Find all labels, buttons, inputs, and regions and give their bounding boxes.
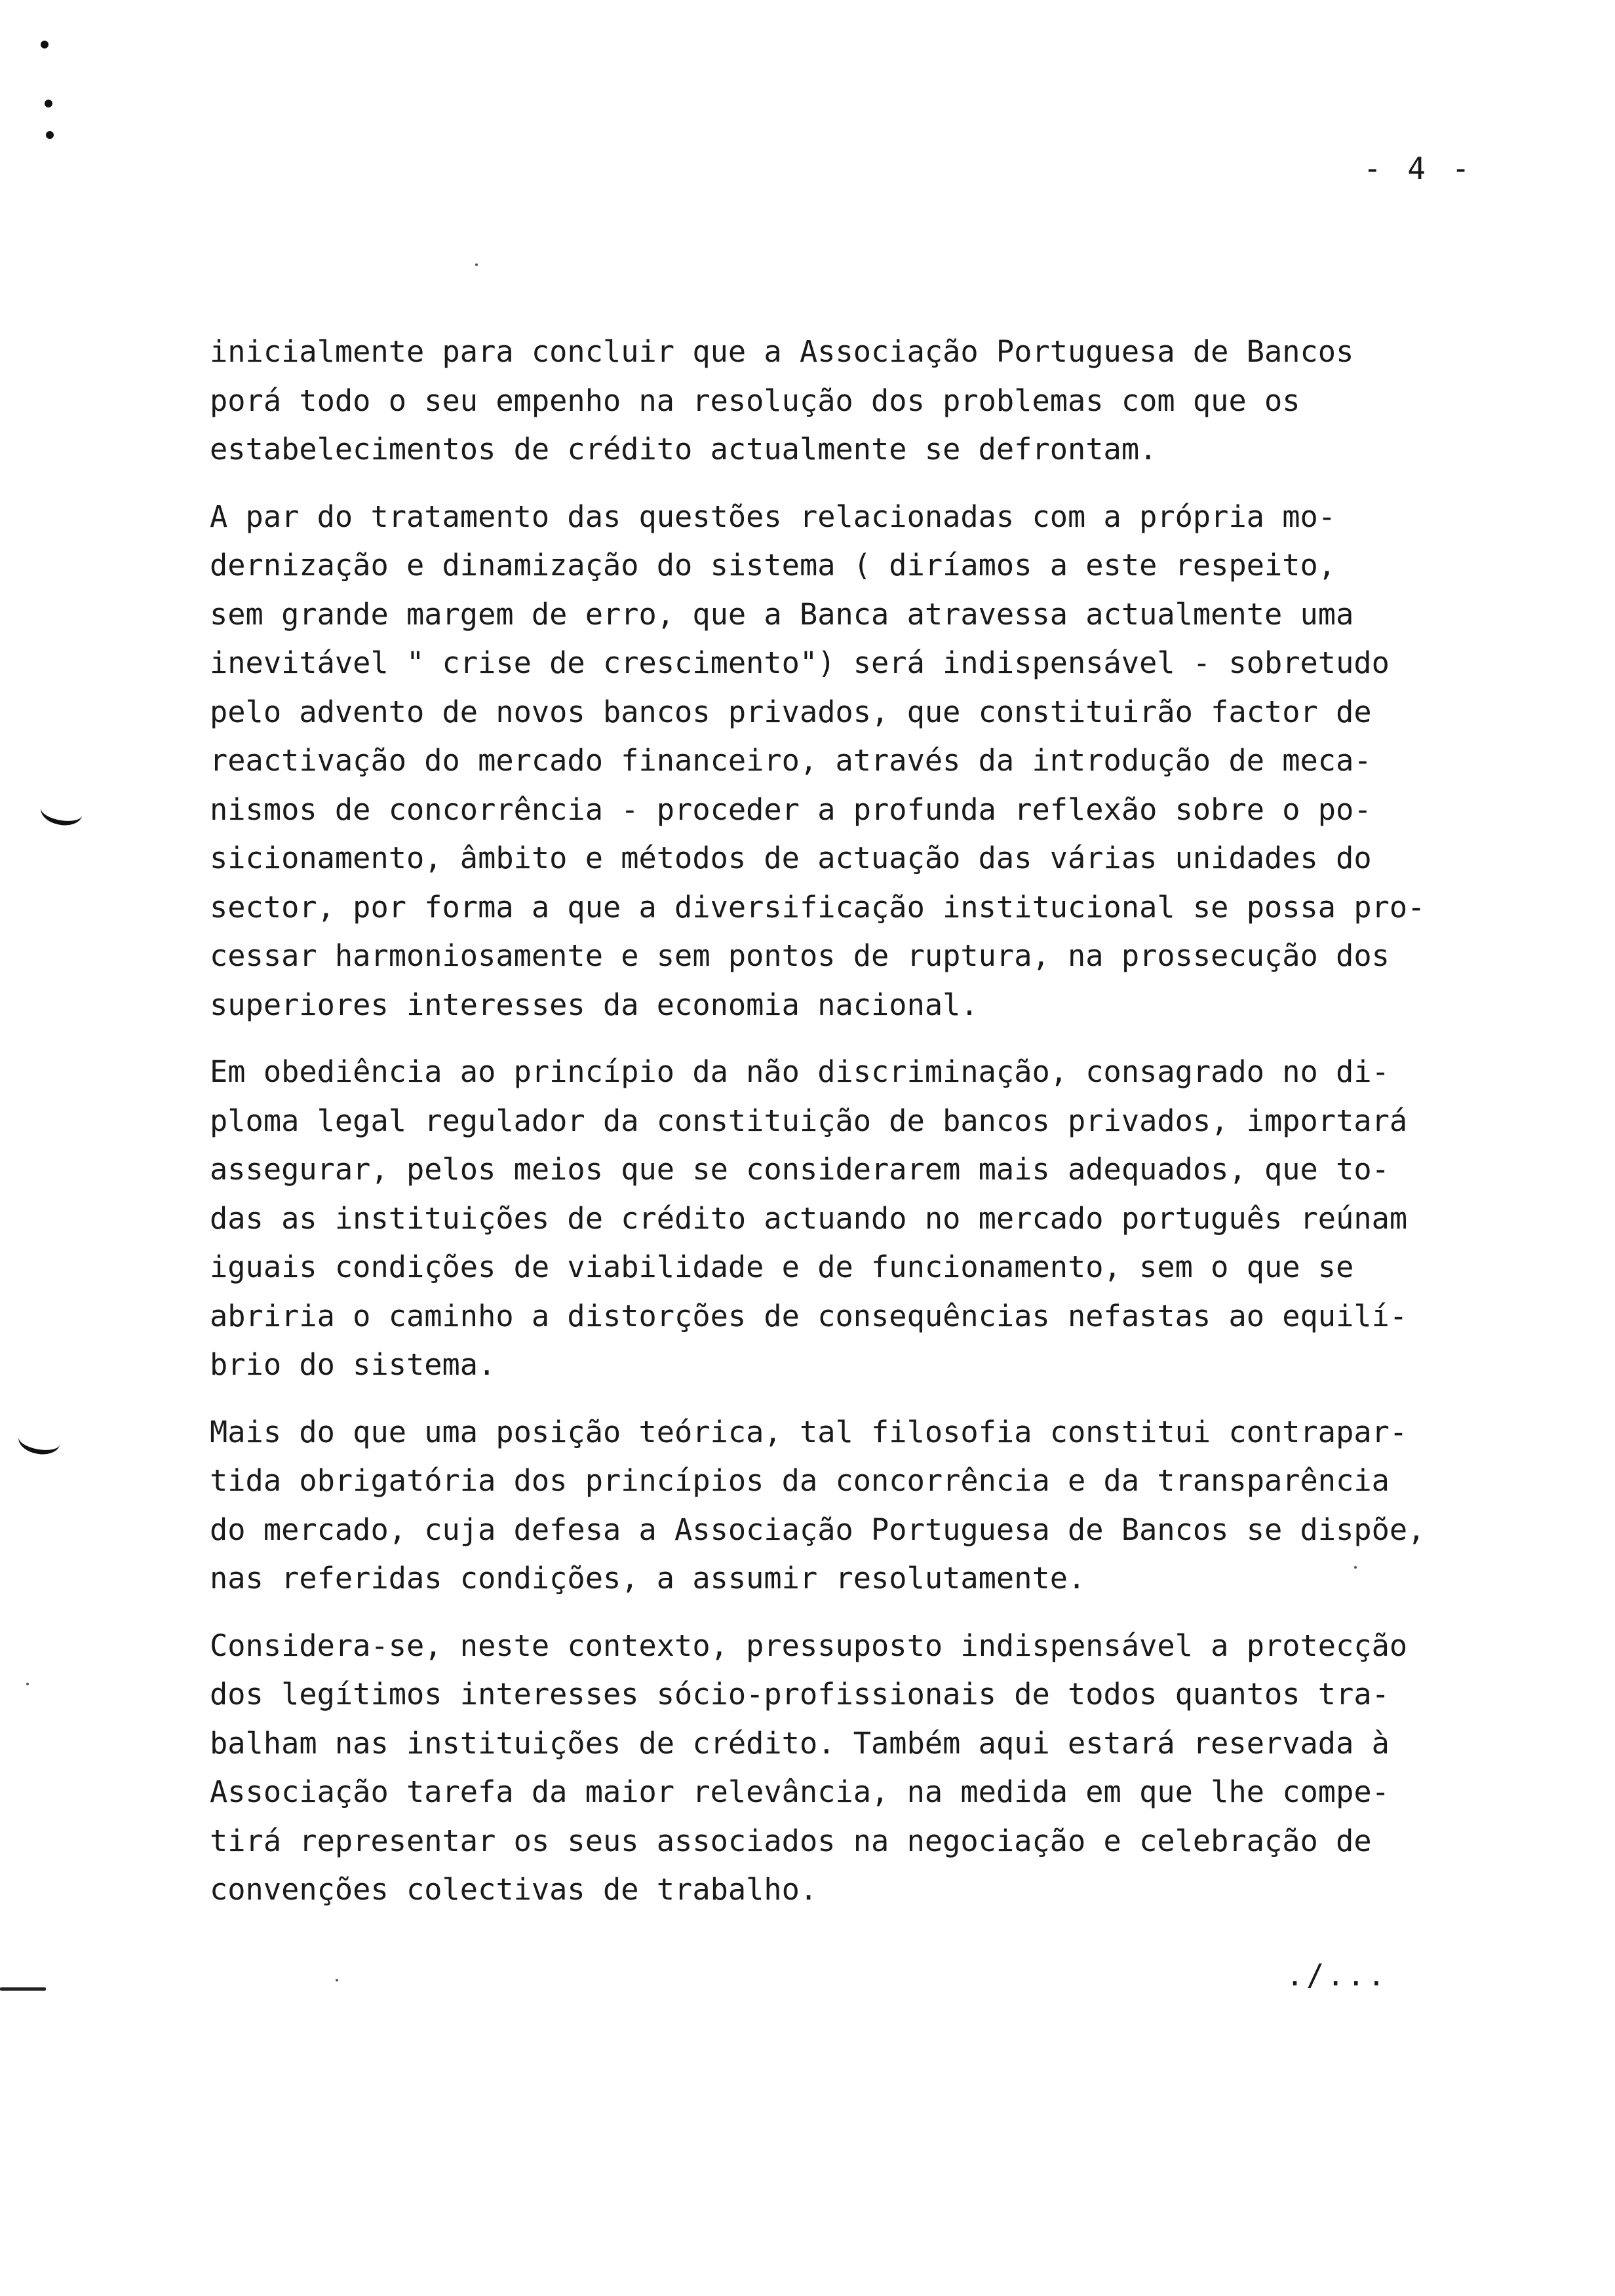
text-line: nas referidas condições, a assumir resolutamente.: [210, 1561, 1086, 1596]
text-line: dernização e dinamização do sistema ( diríamos a este respeito,: [210, 548, 1336, 583]
text-line: iguais condições de viabilidade e de funcionamento, sem o que se: [210, 1250, 1354, 1284]
continuation-mark: ./...: [1286, 1958, 1388, 1993]
document-body: [210, 328, 1560, 1933]
text-line: balham nas instituições de crédito. Também aqui estará reservada à: [210, 1725, 1390, 1761]
binder-hole-mark: [45, 100, 52, 107]
scan-artifact-mark: [26, 1683, 29, 1685]
paragraph: [210, 1048, 1560, 1390]
text-line: dos legítimos interesses sócio-profissionais de todos quantos tra-: [210, 1677, 1390, 1712]
text-line: inevitável " crise de crescimento") será indispensável - sobretudo: [210, 645, 1390, 680]
text-line: superiores interesses da economia nacional.: [210, 987, 979, 1022]
text-line: nismos de concorrência - proceder a profunda reflexão sobre o po-: [210, 792, 1372, 827]
paragraph: [210, 328, 1560, 474]
text-line: ploma legal regulador da constituição de bancos privados, importará: [210, 1103, 1408, 1138]
paragraph: [210, 1408, 1560, 1603]
text-line: A par do tratamento das questões relacionadas com a própria mo-: [210, 499, 1336, 534]
binder-hole-mark: [46, 131, 54, 139]
text-line: Associação tarefa da maior relevância, na medida em que lhe compe-: [210, 1774, 1390, 1809]
text-line: inicialmente para concluir que a Associação Portuguesa de Bancos: [210, 334, 1354, 369]
text-line: pelo advento de novos bancos privados, que constituirão factor de: [210, 694, 1372, 729]
text-line: sicionamento, âmbito e métodos de actuação das várias unidades do: [210, 841, 1372, 875]
page-number: - 4 -: [1363, 151, 1474, 186]
text-line: convenções colectivas de trabalho.: [210, 1872, 818, 1907]
scan-artifact-mark: [0, 1987, 46, 1991]
text-line: Mais do que uma posição teórica, tal filosofia constitui contrapar-: [210, 1414, 1408, 1449]
text-line: estabelecimentos de crédito actualmente se defrontam.: [210, 432, 1158, 467]
paragraph: [210, 1622, 1560, 1915]
text-line: tida obrigatória dos princípios da concorrência e da transparência: [210, 1463, 1390, 1498]
scan-artifact-mark: [475, 263, 478, 266]
scan-artifact-mark: [336, 1979, 338, 1981]
text-line: Considera-se, neste contexto, pressuposto indispensável a protecção: [210, 1628, 1408, 1663]
text-line: abriria o caminho a distorções de consequências nefastas ao equilí-: [210, 1298, 1408, 1333]
text-line: reactivação do mercado financeiro, através da introdução de meca-: [210, 743, 1372, 778]
text-line: sem grande margem de erro, que a Banca atravessa actualmente uma: [210, 596, 1354, 632]
staple-mark: [16, 1424, 62, 1457]
text-line: das as instituições de crédito actuando no mercado português reúnam: [210, 1200, 1408, 1236]
paragraph: [210, 493, 1560, 1030]
text-line: sector, por forma a que a diversificação institucional se possa pro-: [210, 889, 1426, 925]
text-line: tirá representar os seus associados na negociação e celebração de: [210, 1823, 1372, 1858]
binder-hole-mark: [41, 41, 49, 48]
text-line: brio do sistema.: [210, 1347, 496, 1382]
text-line: cessar harmoniosamente e sem pontos de ruptura, na prossecução dos: [210, 938, 1390, 973]
text-line: do mercado, cuja defesa a Associação Portuguesa de Bancos se dispõe,: [210, 1512, 1426, 1547]
text-line: porá todo o seu empenho na resolução dos problemas com que os: [210, 383, 1300, 418]
text-line: Em obediência ao princípio da não discriminação, consagrado no di-: [210, 1054, 1390, 1089]
staple-mark: [39, 795, 85, 828]
text-line: assegurar, pelos meios que se considerarem mais adequados, que to-: [210, 1152, 1390, 1187]
